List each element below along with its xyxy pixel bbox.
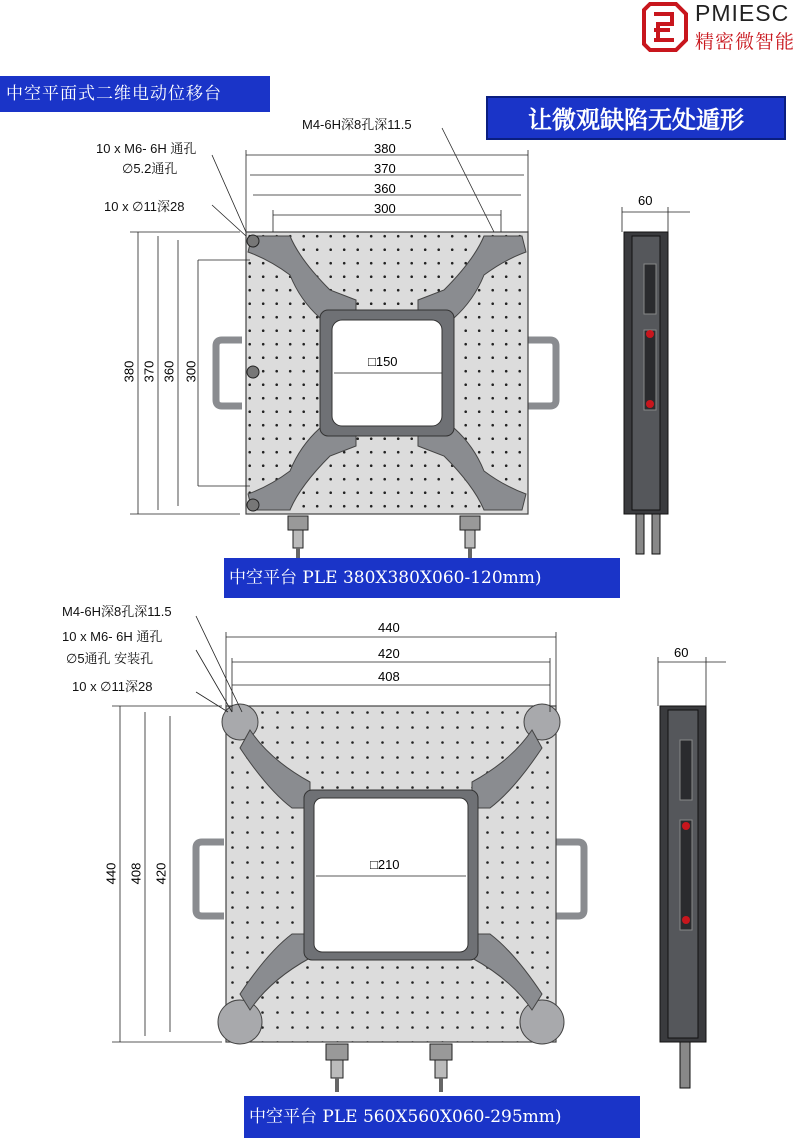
- stage1-note-cbore: 10 x ∅11深28: [104, 199, 185, 214]
- stage1-connector-left: [288, 516, 308, 560]
- brand-subtitle: 精密微智能: [695, 31, 796, 53]
- stage1-dim-h-380: 380: [374, 141, 396, 156]
- stage2-aperture-label: □210: [370, 857, 400, 872]
- stage2-dim-v-408: 408: [128, 862, 144, 885]
- stage1-dim-v-300: 300: [183, 360, 199, 383]
- stage1-caption: 中空平台 PLE 380X380X060-120mm): [224, 558, 620, 598]
- brand-logo-icon: [640, 0, 690, 52]
- stage1-dim-h-360: 360: [374, 181, 396, 196]
- stage2-dim-v-440: 440: [103, 862, 119, 885]
- stage1-dim-v-360: 360: [161, 360, 177, 383]
- stage1-aperture-label: □150: [368, 354, 398, 369]
- stage1-note-tap: M4-6H深8孔深11.5: [302, 117, 412, 132]
- stage2-caption: 中空平台 PLE 560X560X060-295mm): [244, 1096, 640, 1138]
- stage1-dim-h-300: 300: [374, 201, 396, 216]
- stage2-dim-h-420: 420: [378, 646, 400, 661]
- stage2-connector-right: [430, 1044, 452, 1092]
- stage2-note-cbore: 10 x ∅11深28: [72, 679, 153, 694]
- stage1-right-handle: [528, 340, 556, 406]
- slogan-banner: 让微观缺陷无处遁形: [486, 96, 786, 140]
- stage2-aperture: [314, 798, 468, 952]
- stage1-dim-v-380: 380: [121, 360, 137, 383]
- stage1-left-handle: [216, 340, 242, 406]
- stage1-connector-right: [460, 516, 480, 560]
- stage2-connector-left: [326, 1044, 348, 1092]
- stage2-side-width: 60: [674, 645, 689, 660]
- stage1-side-view: [624, 232, 668, 554]
- stage2-dim-h-440: 440: [378, 620, 400, 635]
- stage2-note-tap: M4-6H深8孔深11.5: [62, 604, 172, 619]
- brand-name: PMIESC: [695, 0, 790, 26]
- stage2-left-handle: [196, 842, 224, 916]
- stage1-dim-h-370: 370: [374, 161, 396, 176]
- stage2-side-view: [660, 706, 706, 1088]
- stage2-note-holes: 10 x M6- 6H 通孔: [62, 629, 163, 644]
- stage2-dim-v-420: 420: [153, 862, 169, 885]
- stage1-drawing: [0, 110, 800, 560]
- stage2-dim-h-408: 408: [378, 669, 400, 684]
- stage1-side-width: 60: [638, 193, 653, 208]
- stage1-note-holes: 10 x M6- 6H 通孔: [96, 141, 197, 156]
- stage2-right-handle: [556, 842, 584, 916]
- stage1-dim-v-370: 370: [141, 360, 157, 383]
- stage2-note-thru: ∅5通孔 安装孔: [66, 651, 154, 666]
- stage1-note-thru: ∅5.2通孔: [122, 161, 178, 176]
- page-title: 中空平面式二维电动位移台: [0, 76, 270, 112]
- stage2-drawing: [0, 600, 800, 1096]
